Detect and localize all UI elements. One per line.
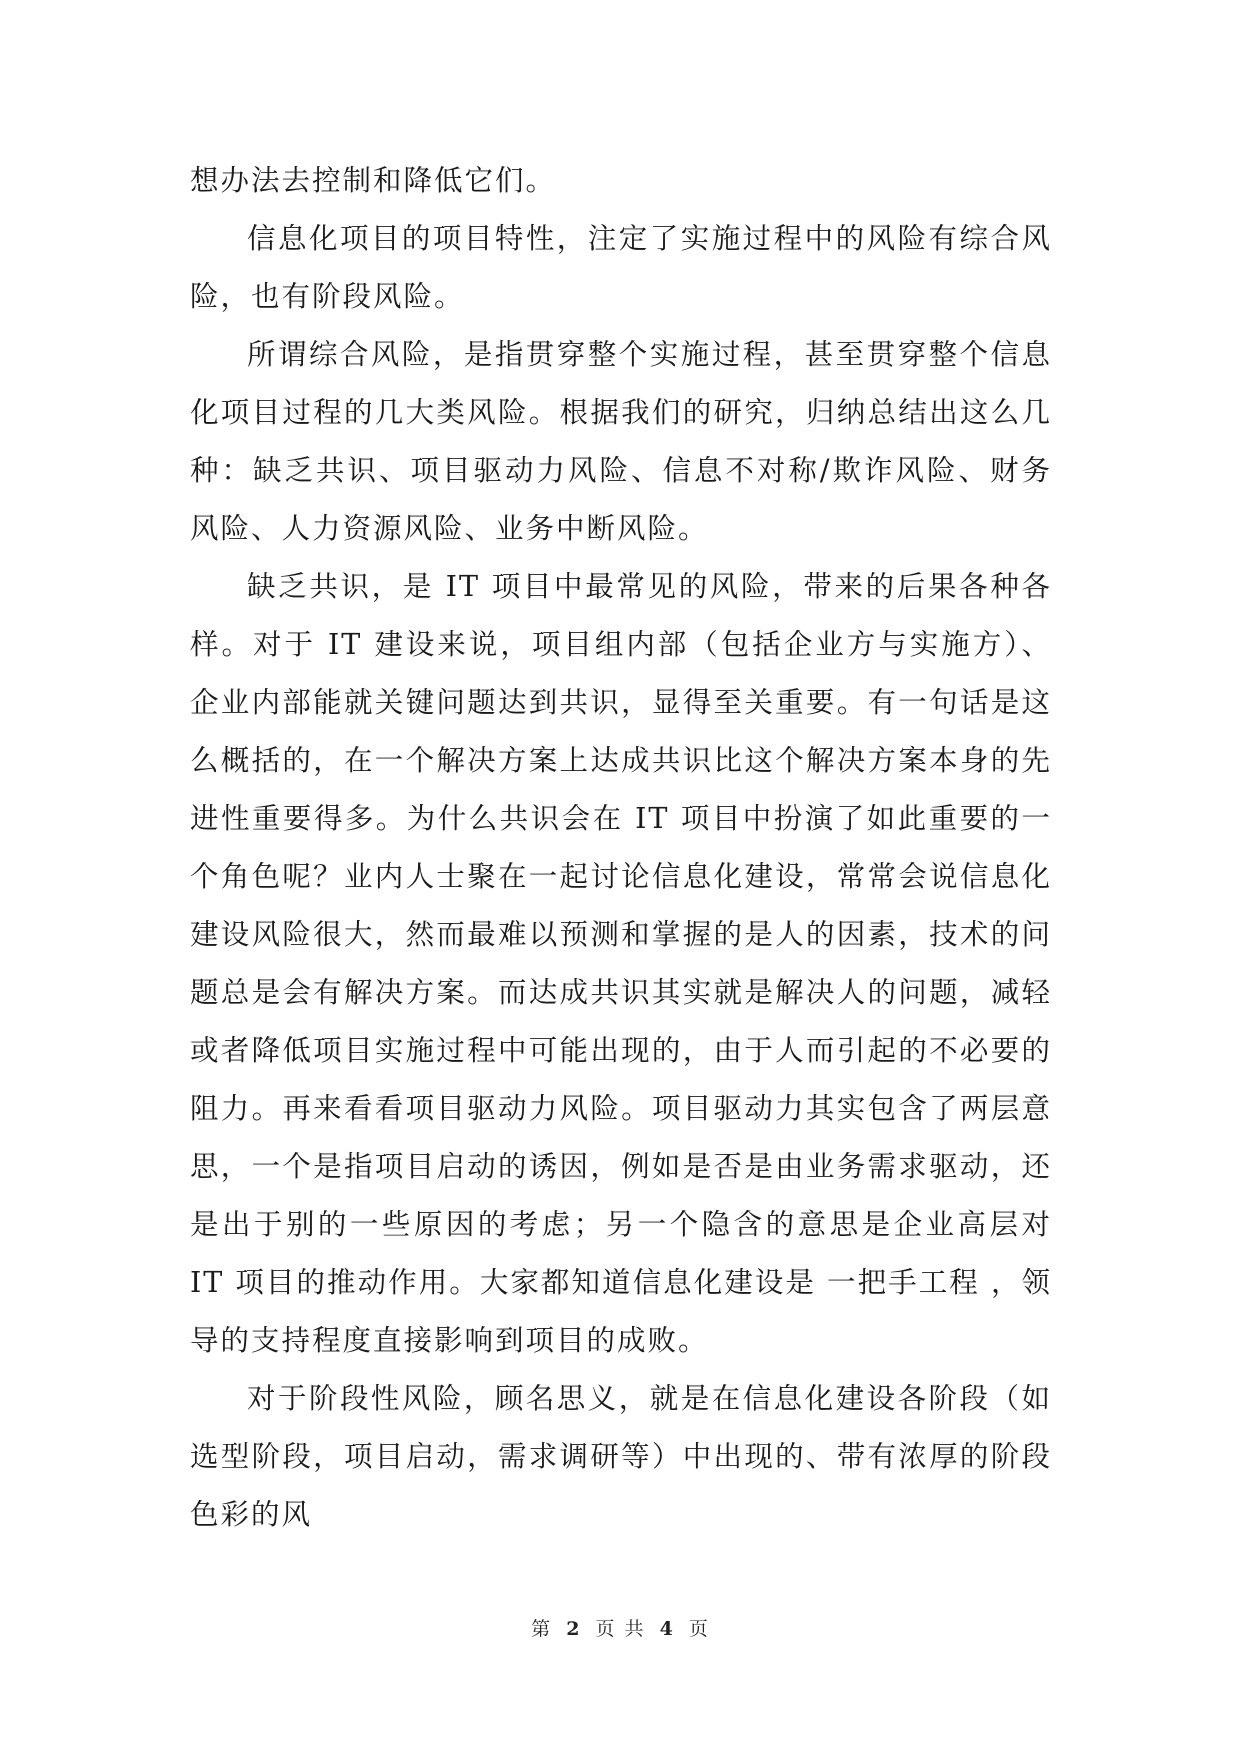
body-text <box>190 152 1052 1544</box>
page-footer <box>0 1614 1241 1641</box>
paragraph-3: 所谓综合风险，是指贯穿整个实施过程，甚至贯穿整个信息化项目过程的几大类风险。根据我们的研究，归纳总结出这么几种：缺乏共识、项目驱动力风险、信息不对称/欺诈风险、财务风险、人力资源风险、业务中断风险。 <box>190 338 1052 545</box>
paragraph-4: 缺乏共识，是 IT 项目中最常见的风险，带来的后果各种各样。对于 IT 建设来说，项目组内部（包括企业方与实施方）、企业内部能就关键问题达到共识，显得至关重要。有一句话是这么概括的，在一个解决方案上达成共识比这个解决方案本身的先进性重要得多。为什么共识会在 IT 项目中扮演了如此重要的一个角色呢？业内人士聚在一起讨论信息化建设，常常会说信息化建设风险很大，然而最难以预测和掌握的是人的因素，技术的问题总是会有解决方案。而达成共识其实就是解决人的问题，减轻或者降低项目实施过程中可能出现的，由于人而引起的不必要的阻力。再来看看项目驱动力风险。项目驱动力其实包含了两层意思，一个是指项目启动的诱因，例如是否是由业务需求驱动，还是出于别的一些原因的考虑；另一个隐含的意思是企业高层对 IT 项目的推动作用。大家都知道信息化建设是 一把手工程 ，领导的支持程度直接影响到项目的成败。 <box>190 570 1052 1357</box>
footer-suffix: 页 <box>688 1618 710 1640</box>
current-page-number: 2 <box>566 1618 582 1640</box>
paragraph-1: 想办法去控制和降低它们。 <box>190 164 557 197</box>
paragraph-2: 信息化项目的项目特性，注定了实施过程中的风险有综合风险，也有阶段风险。 <box>190 222 1052 313</box>
total-page-number: 4 <box>659 1618 675 1640</box>
paragraph-5: 对于阶段性风险，顾名思义，就是在信息化建设各阶段（如选型阶段，项目启动，需求调研等）中出现的、带有浓厚的阶段色彩的风 <box>190 1382 1052 1531</box>
footer-prefix: 第 <box>531 1618 553 1640</box>
footer-middle: 页 共 <box>595 1618 646 1640</box>
